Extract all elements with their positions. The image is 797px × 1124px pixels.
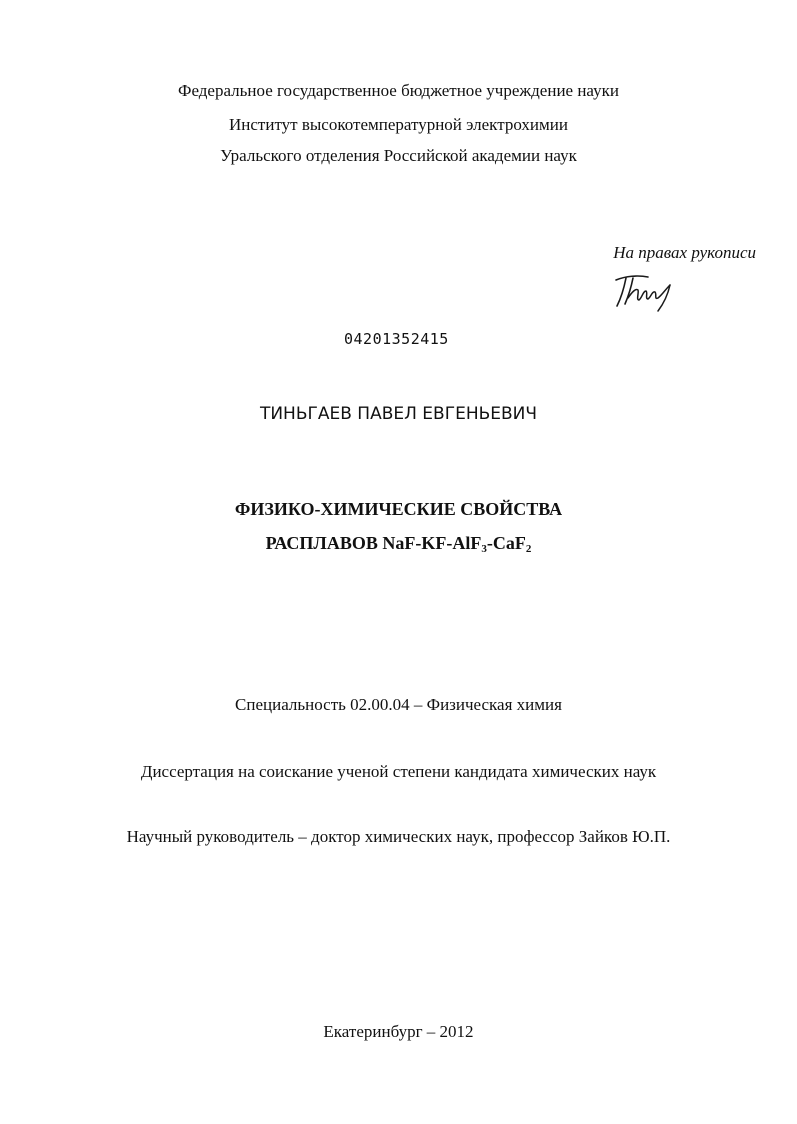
city-year: Екатеринбург – 2012	[323, 1022, 474, 1041]
title-subscript-1: 3	[481, 543, 487, 555]
author-name: ТИНЬГАЕВ ПАВЕЛ ЕВГЕНЬЕВИЧ	[259, 404, 538, 424]
degree-line: Диссертация на соискание ученой степени кандидата химических наук	[140, 762, 657, 781]
institution-line-1: Федеральное государственное бюджетное учреждение науки	[178, 81, 619, 100]
institution-line-3: Уральского отделения Российской академии наук	[220, 146, 577, 165]
title-subscript-2: 2	[525, 543, 532, 555]
title-formula-middle: -CaF	[486, 533, 526, 553]
registration-number: 04201352415	[344, 330, 449, 348]
institution-line-2: Институт высокотемпературной электрохимии	[229, 115, 568, 134]
specialty-line: Специальность 02.00.04 – Физическая химия	[235, 695, 562, 714]
dissertation-title-line-1: ФИЗИКО-ХИМИЧЕСКИЕ СВОЙСТВА	[234, 499, 563, 519]
dissertation-title-line-2	[0, 533, 797, 554]
manuscript-note: На правах рукописи	[613, 243, 756, 262]
signature-icon	[612, 270, 678, 314]
title-formula-prefix: РАСПЛАВОВ NaF-KF-AlF	[265, 533, 482, 553]
supervisor-line: Научный руководитель – доктор химических наук, профессор Зайков Ю.П.	[126, 827, 671, 846]
